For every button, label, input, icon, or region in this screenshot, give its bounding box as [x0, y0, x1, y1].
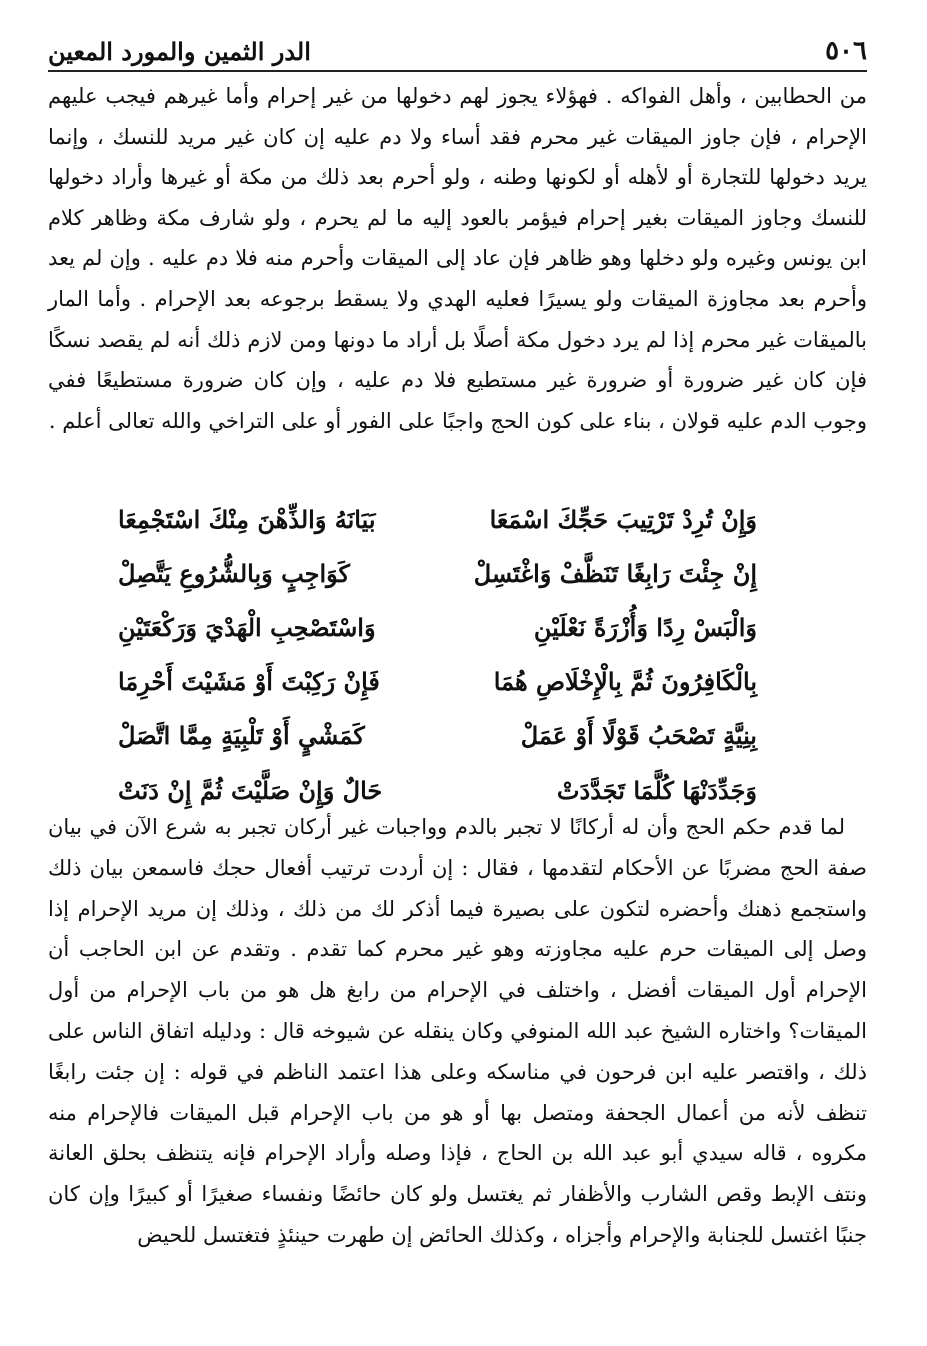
- verse-2: [118, 546, 757, 600]
- second-hemistich: فَإِنْ رَكِبْتَ أَوْ مَشَيْتَ أَحْرِمَا: [118, 667, 380, 697]
- first-hemistich: إِنْ جِئْتَ رَابِغًا تَنَظَّفْ وَاغْتَسِلْ: [473, 558, 757, 588]
- running-title: الدر الثمين والمورد المعين: [48, 37, 311, 66]
- verse-1: [118, 492, 757, 546]
- commentary-before: [48, 76, 867, 441]
- first-hemistich: بِنِيَّةٍ تَصْحَبُ قَوْلًا أَوْ عَمَلْ: [520, 721, 757, 751]
- first-hemistich: وَالْبَسْ رِدًا وَأُزْرَةً نَعْلَيْنِ: [533, 612, 757, 642]
- second-hemistich: كَوَاجِبٍ وَبِالشُّرُوعِ يَتَّصِلْ: [118, 558, 350, 588]
- commentary-paragraph: من الحطابين ، وأهل الفواكه . فهؤلاء يجوز لهم دخولها من غير إحرام وأما غيرهم فيجب عليهم الإحرام ، فإن جاوز الميقات غير محرم فقد أساء ولا دم عليه إن كان غير مريد للنسك ، وإنما يريد دخولها للتجارة أو لأهله أو لكونها وطنه ، ولو أحرم بعد ذلك من مكة أو غيرها وأراد دخولها للنسك وجاوز الميقات بغير إحرام فيؤمر بالعود إليه ما لم يحرم ، ولو شارف مكة وظاهر كلام ابن يونس وغيره ولو دخلها وهو ظاهر فإن عاد إلى الميقات وأحرم منه فلا دم عليه . وإن لم يعد وأحرم بعد مجاوزة الميقات ولو يسيرًا فعليه الهدي ولا يسقط برجوعه بعد الإحرام . وأما المار بالميقات غير محرم إذا لم يرد دخول مكة أصلًا بل أراد ما دونها ومن لازم ذلك أنه لم يقصد نسكًا فإن كان غير ضرورة أو ضرورة غير مستطيع فلا دم عليه ، وإن كان ضرورة مستطيعًا ففي وجوب الدم عليه قولان ، بناء على كون الحج واجبًا على الفور أو على التراخي والله تعالى أعلم .: [48, 84, 867, 433]
- first-hemistich: وَإِنْ تُرِدْ تَرْتِيبَ حَجِّكَ اسْمَعَا: [489, 504, 757, 534]
- first-hemistich: وَجَدِّدَنْهَا كُلَّمَا تَجَدَّدَتْ: [556, 775, 757, 805]
- poem: [118, 492, 757, 817]
- verse-5: [118, 709, 757, 763]
- second-hemistich: بَيَانَهُ وَالذِّهْنَ مِنْكَ اسْتَجْمِعَا: [118, 504, 376, 534]
- page-number: ٥٠٦: [825, 36, 867, 66]
- page-header: [48, 28, 867, 72]
- commentary-after: [48, 807, 867, 1256]
- verse-4: [118, 655, 757, 709]
- second-hemistich: حَالٌ وَإِنْ صَلَّيْتَ ثُمَّ إِنْ دَنَتْ: [118, 775, 383, 805]
- second-hemistich: وَاسْتَصْحِبِ الْهَدْيَ وَرَكْعَتَيْنِ: [118, 612, 376, 642]
- first-hemistich: بِالْكَافِرُونَ ثُمَّ بِالْإِخْلَاصِ هُمَا: [493, 667, 757, 697]
- commentary-paragraph: لما قدم حكم الحج وأن له أركانًا لا تجبر بالدم وواجبات غير أركان تجبر به شرع الآن في بيان صفة الحج مضربًا عن الأحكام لتقدمها ، فقال : إن أردت ترتيب أفعال حجك فاسمعن بيان ذلك واستجمع ذهنك وأحضره لتكون على بصيرة فيما أذكر لك من ذلك ، وذلك إن مريد الإحرام إذا وصل إلى الميقات حرم عليه مجاوزته وهو غير محرم كما تقدم . وتقدم عن ابن الحاجب أن الإحرام أول الميقات أفضل ، واختلف في الإحرام من رابغ هل هو من باب الإحرام من أول الميقات؟ واختاره الشيخ عبد الله المنوفي وكان ينقله عن شيوخه قال : ودليله اتفاق الناس على ذلك ، واقتصر عليه ابن فرحون في مناسكه وعلى هذا اعتمد الناظم في قوله : إن جئت رابغًا تنظف لأنه من أعمال الجحفة ومتصل بها أو هو من باب الإحرام قبل الميقات فالإحرام منه مكروه ، قاله سيدي أبو عبد الله بن الحاج ، فإذا وصله وأراد الإحرام فإنه يتنظف بحلق العانة ونتف الإبط وقص الشارب والأظفار ثم يغتسل ولو كان حائضًا ونفساء صغيرًا أو كبيرًا وإن كان جنبًا اغتسل للجنابة والإحرام وأجزاه ، وكذلك الحائض إن طهرت حينئذٍ فتغتسل للحيض: [48, 815, 868, 1247]
- verse-3: [118, 600, 757, 654]
- second-hemistich: كَمَشْيٍ أَوْ تَلْبِيَةٍ مِمَّا اتَّصَلْ: [118, 721, 365, 751]
